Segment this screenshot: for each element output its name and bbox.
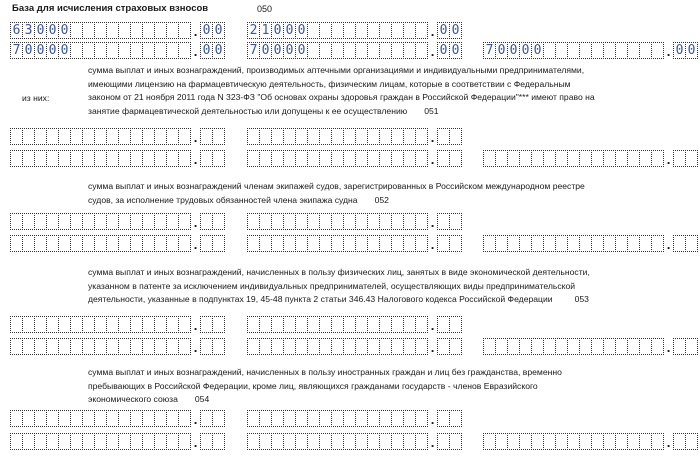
digit-cell[interactable] bbox=[415, 22, 428, 39]
digit-cell[interactable] bbox=[212, 235, 225, 252]
decimal-point: . bbox=[430, 340, 435, 355]
integer-cells[interactable] bbox=[483, 338, 664, 355]
decimal-cells[interactable] bbox=[437, 338, 462, 355]
digit-cell[interactable]: 1 bbox=[259, 22, 272, 39]
decimal-point: . bbox=[430, 130, 435, 145]
line-code-054: 054 bbox=[194, 394, 210, 404]
field-051-d[interactable] bbox=[247, 150, 462, 167]
digit-cell[interactable] bbox=[212, 213, 225, 230]
desc-052-line: сумма выплат и иных вознаграждений членам экипажей судов, зарегистрированных в Российском международном реестре bbox=[88, 181, 585, 191]
field-054-e[interactable] bbox=[483, 433, 698, 450]
digit-cell[interactable] bbox=[415, 128, 428, 145]
digit-cell[interactable]: 0 bbox=[259, 42, 272, 59]
digit-cell[interactable]: 0 bbox=[507, 42, 520, 59]
decimal-point: . bbox=[666, 152, 671, 167]
digit-cell[interactable]: 0 bbox=[58, 22, 71, 39]
digit-cell[interactable]: 3 bbox=[22, 22, 35, 39]
field-054-a[interactable] bbox=[10, 410, 225, 427]
digit-cell[interactable] bbox=[449, 316, 462, 333]
digit-cell[interactable]: 7 bbox=[10, 42, 23, 59]
digit-cell[interactable]: 0 bbox=[673, 42, 686, 59]
decimal-cells[interactable] bbox=[437, 22, 462, 39]
integer-cells[interactable] bbox=[483, 235, 664, 252]
desc-054-line: пребывающих в Российской Федерации, кроме лиц, являющихся гражданами государств - членов Евразийского bbox=[88, 380, 538, 391]
decimal-cells[interactable] bbox=[437, 433, 462, 450]
decimal-cells[interactable] bbox=[200, 410, 225, 427]
digit-cell[interactable]: 7 bbox=[483, 42, 496, 59]
decimal-cells[interactable] bbox=[673, 235, 698, 252]
digit-cell[interactable] bbox=[415, 42, 428, 59]
decimal-point: . bbox=[430, 435, 435, 450]
line-054-description bbox=[88, 366, 562, 407]
integer-cells[interactable] bbox=[10, 410, 191, 427]
decimal-cells[interactable] bbox=[673, 42, 698, 59]
field-050-e[interactable] bbox=[483, 42, 698, 59]
digit-cell[interactable]: 0 bbox=[295, 22, 308, 39]
desc-052-line: судов, за исполнение трудовых обязанностей члена экипажа судна 052 bbox=[88, 194, 389, 205]
digit-cell[interactable] bbox=[415, 433, 428, 450]
digit-cell[interactable] bbox=[178, 128, 191, 145]
field-054-d[interactable] bbox=[247, 433, 462, 450]
decimal-point: . bbox=[430, 215, 435, 230]
decimal-cells[interactable] bbox=[673, 433, 698, 450]
decimal-point: . bbox=[193, 340, 198, 355]
integer-cells[interactable] bbox=[247, 150, 428, 167]
digit-cell[interactable] bbox=[651, 338, 664, 355]
integer-cells[interactable] bbox=[10, 150, 191, 167]
line-code-052: 052 bbox=[374, 194, 389, 205]
decimal-point: . bbox=[193, 130, 198, 145]
integer-cells[interactable] bbox=[247, 235, 428, 252]
decimal-cells[interactable] bbox=[200, 22, 225, 39]
desc-051-line: законом от 21 ноября 2011 года N 323-ФЗ "Об основах охраны здоровья граждан в Российской Федерации"*** имеют право на bbox=[88, 92, 595, 102]
digit-cell[interactable]: 0 bbox=[283, 22, 296, 39]
decimal-cells[interactable] bbox=[437, 410, 462, 427]
decimal-point: . bbox=[193, 412, 198, 427]
desc-053-line: указанном в патенте за исключением индивидуальных предпринимателей, осуществляющих виды предпринимательской bbox=[88, 280, 576, 291]
digit-cell[interactable]: 0 bbox=[283, 42, 296, 59]
desc-051-line: имеющими лицензию на фармацевтическую деятельность, физическим лицам, которые в соответствии с Федеральным bbox=[88, 78, 571, 89]
digit-cell[interactable]: 0 bbox=[685, 42, 698, 59]
section-title: База для исчисления страховых взносов bbox=[12, 3, 209, 14]
line-code-053: 053 bbox=[574, 294, 589, 304]
field-050-c[interactable] bbox=[10, 42, 225, 59]
field-052-d[interactable] bbox=[247, 235, 462, 252]
decimal-cells[interactable] bbox=[200, 42, 225, 59]
integer-cells[interactable] bbox=[247, 410, 428, 427]
integer-cells[interactable] bbox=[10, 433, 191, 450]
decimal-point: . bbox=[430, 152, 435, 167]
integer-cells[interactable] bbox=[247, 213, 428, 230]
integer-cells[interactable] bbox=[10, 213, 191, 230]
digit-cell[interactable] bbox=[651, 150, 664, 167]
digit-cell[interactable] bbox=[178, 235, 191, 252]
integer-cells[interactable] bbox=[247, 22, 428, 39]
integer-cells[interactable] bbox=[10, 42, 191, 59]
digit-cell[interactable]: 0 bbox=[212, 42, 225, 59]
integer-cells[interactable] bbox=[247, 433, 428, 450]
integer-cells[interactable] bbox=[247, 316, 428, 333]
integer-cells[interactable] bbox=[483, 150, 664, 167]
decimal-point: . bbox=[193, 435, 198, 450]
digit-cell[interactable] bbox=[178, 338, 191, 355]
field-052-e[interactable] bbox=[483, 235, 698, 252]
desc-054-line: сумма выплат и иных вознаграждений, начисленных в пользу иностранных граждан и лиц без гражданства, временно bbox=[88, 367, 562, 377]
digit-cell[interactable] bbox=[685, 338, 698, 355]
digit-cell[interactable] bbox=[212, 410, 225, 427]
digit-cell[interactable] bbox=[415, 150, 428, 167]
decimal-cells[interactable] bbox=[673, 150, 698, 167]
decimal-point: . bbox=[666, 237, 671, 252]
digit-cell[interactable] bbox=[449, 150, 462, 167]
digit-cell[interactable] bbox=[415, 235, 428, 252]
decimal-cells[interactable] bbox=[200, 338, 225, 355]
decimal-point: . bbox=[193, 24, 198, 39]
field-050-b[interactable] bbox=[247, 22, 462, 39]
field-054-c[interactable] bbox=[10, 433, 225, 450]
line-053-description bbox=[88, 266, 590, 307]
decimal-cells[interactable] bbox=[200, 433, 225, 450]
digit-cell[interactable]: 0 bbox=[449, 42, 462, 59]
digit-cell[interactable] bbox=[212, 338, 225, 355]
decimal-point: . bbox=[430, 237, 435, 252]
field-051-e[interactable] bbox=[483, 150, 698, 167]
digit-cell[interactable] bbox=[415, 213, 428, 230]
digit-cell[interactable]: 0 bbox=[271, 22, 284, 39]
digit-cell[interactable]: 2 bbox=[247, 22, 260, 39]
digit-cell[interactable] bbox=[212, 150, 225, 167]
integer-cells[interactable] bbox=[483, 42, 664, 59]
field-052-b[interactable] bbox=[247, 213, 462, 230]
digit-cell[interactable] bbox=[178, 22, 191, 39]
desc-051-line: занятие фармацевтической деятельностью или допущены к ее осуществлению 051 bbox=[88, 105, 439, 116]
decimal-cells[interactable] bbox=[437, 213, 462, 230]
decimal-point: . bbox=[193, 318, 198, 333]
decimal-cells[interactable] bbox=[437, 235, 462, 252]
field-051-c[interactable] bbox=[10, 150, 225, 167]
digit-cell[interactable]: 0 bbox=[449, 22, 462, 39]
decimal-point: . bbox=[193, 44, 198, 59]
integer-cells[interactable] bbox=[10, 128, 191, 145]
decimal-cells[interactable] bbox=[437, 128, 462, 145]
digit-cell[interactable] bbox=[415, 410, 428, 427]
digit-cell[interactable] bbox=[449, 235, 462, 252]
digit-cell[interactable] bbox=[178, 410, 191, 427]
line-052-description bbox=[88, 180, 585, 207]
decimal-cells[interactable] bbox=[437, 150, 462, 167]
integer-cells[interactable] bbox=[10, 316, 191, 333]
digit-cell[interactable] bbox=[212, 128, 225, 145]
decimal-cells[interactable] bbox=[200, 213, 225, 230]
digit-cell[interactable]: 0 bbox=[495, 42, 508, 59]
digit-cell[interactable]: 0 bbox=[200, 22, 213, 39]
digit-cell[interactable]: 0 bbox=[46, 42, 59, 59]
digit-cell[interactable] bbox=[212, 433, 225, 450]
integer-cells[interactable] bbox=[247, 128, 428, 145]
decimal-cells[interactable] bbox=[200, 150, 225, 167]
digit-cell[interactable] bbox=[449, 213, 462, 230]
digit-cell[interactable] bbox=[651, 235, 664, 252]
integer-cells[interactable] bbox=[10, 338, 191, 355]
decimal-cells[interactable] bbox=[200, 316, 225, 333]
desc-053-line: сумма выплат и иных вознаграждений, начисленных в пользу физических лиц, занятых в виде экономической деятельности, bbox=[88, 267, 590, 277]
digit-cell[interactable] bbox=[449, 433, 462, 450]
digit-cell[interactable] bbox=[178, 433, 191, 450]
digit-cell[interactable]: 0 bbox=[437, 22, 450, 39]
digit-cell[interactable] bbox=[415, 338, 428, 355]
digit-cell[interactable] bbox=[449, 128, 462, 145]
digit-cell[interactable]: 7 bbox=[247, 42, 260, 59]
integer-cells[interactable] bbox=[247, 338, 428, 355]
field-053-d[interactable] bbox=[247, 338, 462, 355]
field-050-a[interactable] bbox=[10, 22, 225, 39]
digit-cell[interactable]: 0 bbox=[58, 42, 71, 59]
digit-cell[interactable]: 0 bbox=[271, 42, 284, 59]
field-051-a[interactable] bbox=[10, 128, 225, 145]
line-051-description bbox=[88, 64, 595, 118]
of-them-label: из них: bbox=[22, 93, 50, 103]
decimal-point: . bbox=[430, 318, 435, 333]
integer-cells[interactable] bbox=[483, 433, 664, 450]
decimal-cells[interactable] bbox=[673, 338, 698, 355]
digit-cell[interactable]: 0 bbox=[46, 22, 59, 39]
field-053-a[interactable] bbox=[10, 316, 225, 333]
field-050-d[interactable] bbox=[247, 42, 462, 59]
field-052-c[interactable] bbox=[10, 235, 225, 252]
decimal-point: . bbox=[193, 152, 198, 167]
field-051-b[interactable] bbox=[247, 128, 462, 145]
decimal-point: . bbox=[666, 435, 671, 450]
field-053-e[interactable] bbox=[483, 338, 698, 355]
desc-051-line: сумма выплат и иных вознаграждений, производимых аптечными организациями и индивидуальными предпринимателями, bbox=[88, 65, 585, 75]
decimal-cells[interactable] bbox=[437, 316, 462, 333]
digit-cell[interactable]: 0 bbox=[531, 42, 544, 59]
digit-cell[interactable]: 0 bbox=[200, 42, 213, 59]
decimal-point: . bbox=[430, 44, 435, 59]
decimal-cells[interactable] bbox=[437, 42, 462, 59]
integer-cells[interactable] bbox=[10, 235, 191, 252]
decimal-point: . bbox=[666, 340, 671, 355]
digit-cell[interactable] bbox=[415, 316, 428, 333]
line-code-050: 050 bbox=[257, 4, 273, 14]
digit-cell[interactable] bbox=[651, 433, 664, 450]
digit-cell[interactable]: 0 bbox=[22, 42, 35, 59]
integer-cells[interactable] bbox=[10, 22, 191, 39]
decimal-point: . bbox=[430, 412, 435, 427]
digit-cell[interactable]: 0 bbox=[519, 42, 532, 59]
field-053-b[interactable] bbox=[247, 316, 462, 333]
digit-cell[interactable]: 0 bbox=[295, 42, 308, 59]
digit-cell[interactable] bbox=[178, 316, 191, 333]
digit-cell[interactable] bbox=[685, 433, 698, 450]
desc-053-line: деятельности, указанные в подпунктах 19, 45-48 пункта 2 статьи 346.43 Налогового кодекса Российской Федерации 053 bbox=[88, 294, 589, 304]
integer-cells[interactable] bbox=[247, 42, 428, 59]
decimal-point: . bbox=[193, 237, 198, 252]
digit-cell[interactable] bbox=[178, 150, 191, 167]
digit-cell[interactable]: 0 bbox=[34, 22, 47, 39]
digit-cell[interactable] bbox=[685, 235, 698, 252]
digit-cell[interactable] bbox=[212, 316, 225, 333]
digit-cell[interactable]: 0 bbox=[437, 42, 450, 59]
digit-cell[interactable]: 0 bbox=[34, 42, 47, 59]
digit-cell[interactable] bbox=[685, 150, 698, 167]
digit-cell[interactable] bbox=[178, 42, 191, 59]
field-053-c[interactable] bbox=[10, 338, 225, 355]
digit-cell[interactable] bbox=[449, 410, 462, 427]
decimal-point: . bbox=[430, 24, 435, 39]
desc-054-line: экономического союза 054 bbox=[88, 394, 210, 404]
decimal-point: . bbox=[666, 44, 671, 59]
digit-cell[interactable] bbox=[651, 42, 664, 59]
field-054-b[interactable] bbox=[247, 410, 462, 427]
digit-cell[interactable]: 6 bbox=[10, 22, 23, 39]
line-code-051: 051 bbox=[424, 105, 439, 116]
decimal-point: . bbox=[193, 215, 198, 230]
decimal-cells[interactable] bbox=[200, 235, 225, 252]
digit-cell[interactable]: 0 bbox=[212, 22, 225, 39]
field-052-a[interactable] bbox=[10, 213, 225, 230]
decimal-cells[interactable] bbox=[200, 128, 225, 145]
digit-cell[interactable] bbox=[449, 338, 462, 355]
digit-cell[interactable] bbox=[178, 213, 191, 230]
